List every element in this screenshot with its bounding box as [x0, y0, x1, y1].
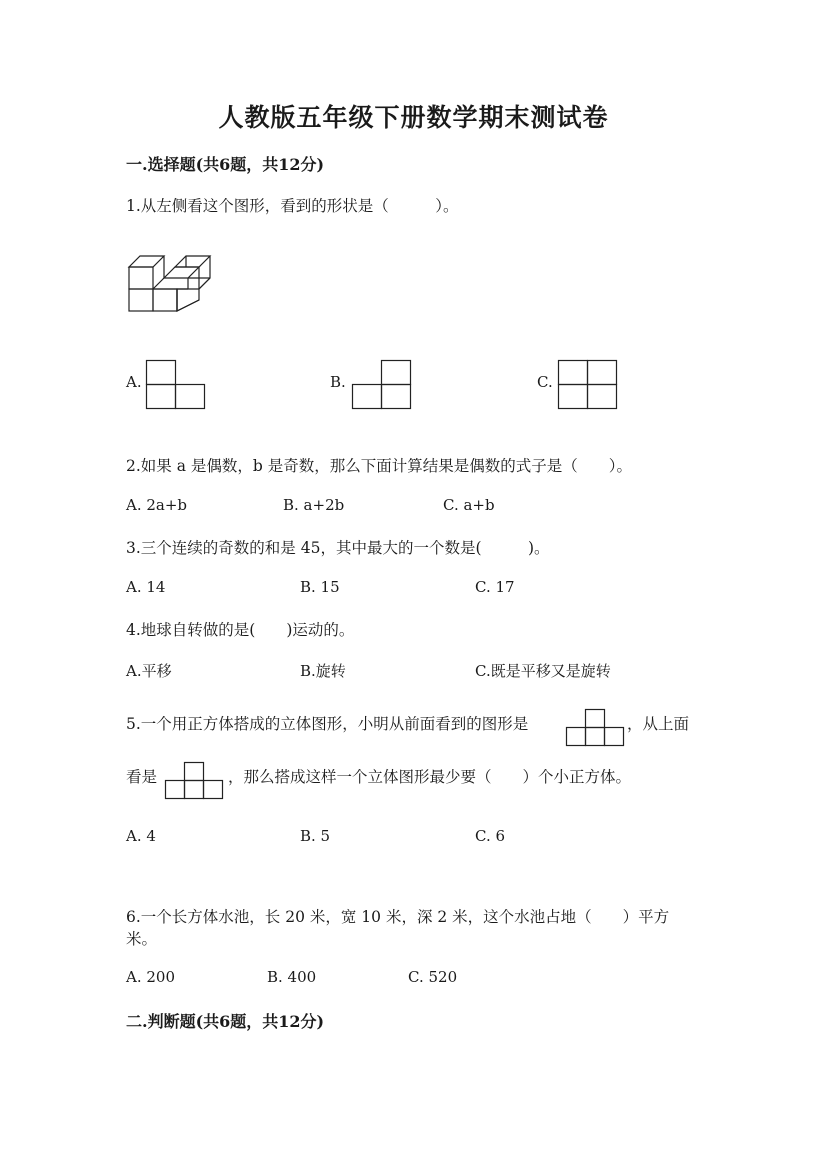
q6-option-a[interactable]: A. 200	[126, 968, 175, 986]
q4-option-a[interactable]: A.平移	[126, 662, 172, 680]
q1-option-c-label: C.	[537, 373, 553, 391]
section-heading-choice: 一.选择题(共6题，共12分)	[126, 155, 325, 174]
question-5-text-part2: ，从上面	[627, 715, 690, 733]
q4-option-b[interactable]: B.旋转	[300, 662, 346, 680]
q6-option-b[interactable]: B. 400	[267, 968, 317, 986]
front-view-figure	[566, 709, 624, 747]
q1-option-b-label: B.	[330, 373, 346, 391]
q1-option-a-label: A.	[126, 373, 142, 391]
question-5-text-part1: 5.一个用正方体搭成的立体图形，小明从前面看到的图形是	[126, 715, 529, 733]
question-6-text-line2: 米。	[126, 930, 158, 948]
q2-option-b[interactable]: B. a+2b	[283, 496, 345, 514]
question-2-text: 2.如果 a 是偶数，b 是奇数，那么下面计算结果是偶数的式子是（ ）。	[126, 457, 632, 475]
question-5-text-part3: 看是	[126, 768, 158, 786]
q3-option-b[interactable]: B. 15	[300, 578, 340, 596]
q5-option-c[interactable]: C. 6	[475, 827, 506, 845]
question-1-text: 1.从左侧看这个图形，看到的形状是（ ）。	[126, 197, 459, 215]
q2-option-c[interactable]: C. a+b	[443, 496, 495, 514]
q5-option-a[interactable]: A. 4	[126, 827, 156, 845]
cube-stack-figure	[126, 250, 218, 315]
question-3-text: 3.三个连续的奇数的和是 45，其中最大的一个数是( )。	[126, 539, 550, 557]
q4-option-c[interactable]: C.既是平移又是旋转	[475, 662, 611, 680]
question-4-text: 4.地球自转做的是( )运动的。	[126, 621, 355, 639]
q3-option-c[interactable]: C. 17	[475, 578, 515, 596]
q1-option-b-figure[interactable]	[352, 360, 412, 412]
q1-option-c-figure[interactable]	[558, 360, 618, 412]
page-title: 人教版五年级下册数学期末测试卷	[218, 103, 609, 132]
q5-option-b[interactable]: B. 5	[300, 827, 331, 845]
section-heading-judgement: 二.判断题(共6题，共12分)	[126, 1012, 325, 1031]
q3-option-a[interactable]: A. 14	[126, 578, 166, 596]
q1-option-a-figure[interactable]	[146, 360, 206, 412]
q6-option-c[interactable]: C. 520	[408, 968, 458, 986]
question-5-text-part4: ，那么搭成这样一个立体图形最少要（ ）个小正方体。	[228, 768, 632, 786]
question-6-text-line1: 6.一个长方体水池，长 20 米，宽 10 米，深 2 米，这个水池占地（ ）平方	[126, 908, 670, 926]
top-view-figure	[165, 762, 223, 800]
q2-option-a[interactable]: A. 2a+b	[126, 496, 188, 514]
